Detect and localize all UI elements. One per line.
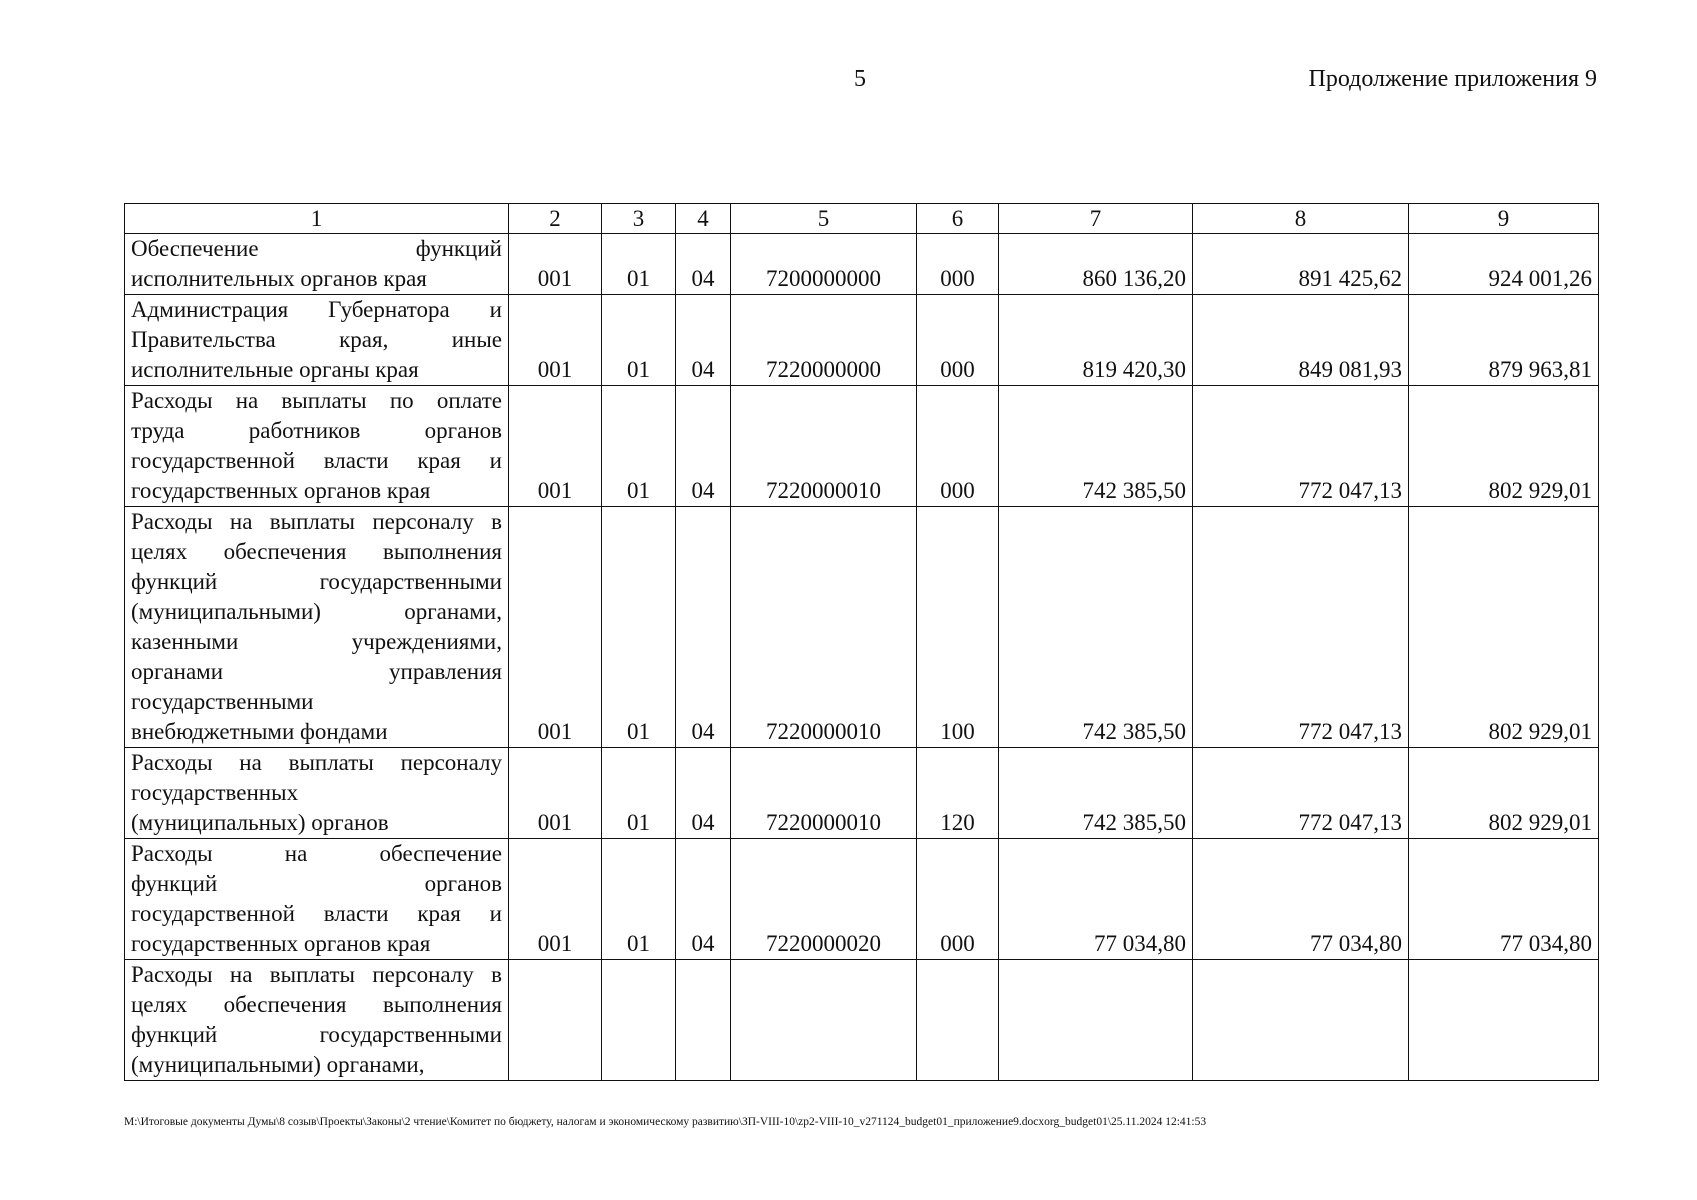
column-header: 6 xyxy=(917,204,999,234)
amount-col7-cell: 742 385,50 xyxy=(999,386,1193,507)
amount-col9-cell: 802 929,01 xyxy=(1409,748,1599,839)
description-line: (муниципальных) органов xyxy=(131,810,389,835)
description-line: Расходы на обеспечение xyxy=(131,841,502,866)
target-article-cell xyxy=(731,960,917,1081)
subsection-code-cell xyxy=(676,960,731,1081)
description-line: государственных xyxy=(131,780,299,805)
expense-type-cell xyxy=(917,960,999,1081)
section-code-cell: 01 xyxy=(602,295,676,386)
description-line: исполнительные органы края xyxy=(131,357,419,382)
amount-col8-cell: 77 034,80 xyxy=(1193,839,1409,960)
description-line: функций органов xyxy=(131,871,502,896)
ministry-code-cell: 001 xyxy=(509,386,602,507)
continuation-header: Продолжение приложения 9 xyxy=(1308,66,1597,92)
ministry-code-cell: 001 xyxy=(509,234,602,295)
section-code-cell: 01 xyxy=(602,507,676,748)
description-line: Расходы на выплаты персоналу в xyxy=(131,962,502,987)
amount-col7-cell: 819 420,30 xyxy=(999,295,1193,386)
file-path-footer: М:\Итоговые документы Думы\8 созыв\Проекты\Законы\2 чтение\Комитет по бюджету, налогам и экономическому развитию\ЗП-VIII-10\zp2-VIII-10_v271124_budget01_приложение9.docxorg_budget01\25.11.2024 12:41:53 xyxy=(124,1116,1207,1128)
expense-type-cell: 100 xyxy=(917,507,999,748)
amount-col7-cell: 77 034,80 xyxy=(999,839,1193,960)
amount-col9-cell: 77 034,80 xyxy=(1409,839,1599,960)
description-line: функций государственными xyxy=(131,1022,502,1047)
amount-col9-cell: 802 929,01 xyxy=(1409,386,1599,507)
amount-col8-cell: 772 047,13 xyxy=(1193,386,1409,507)
description-line: функций государственными xyxy=(131,569,502,594)
target-article-cell: 7200000000 xyxy=(731,234,917,295)
amount-col7-cell xyxy=(999,960,1193,1081)
column-header: 2 xyxy=(509,204,602,234)
row-description xyxy=(125,839,509,960)
description-line: государственных органов края xyxy=(131,931,431,956)
row-description xyxy=(125,960,509,1081)
ministry-code-cell: 001 xyxy=(509,748,602,839)
target-article-cell: 7220000010 xyxy=(731,386,917,507)
description-line: Администрация Губернатора и xyxy=(131,297,502,322)
description-line: органами управления xyxy=(131,659,502,684)
description-line: государственной власти края и xyxy=(131,448,502,473)
description-line: (муниципальными) органами, xyxy=(131,599,502,624)
budget-table xyxy=(124,203,1599,1081)
description-line: Расходы на выплаты персоналу в xyxy=(131,509,502,534)
amount-col9-cell: 802 929,01 xyxy=(1409,507,1599,748)
description-line: Правительства края, иные xyxy=(131,327,502,352)
amount-col8-cell: 891 425,62 xyxy=(1193,234,1409,295)
ministry-code-cell: 001 xyxy=(509,839,602,960)
ministry-code-cell xyxy=(509,960,602,1081)
amount-col8-cell: 849 081,93 xyxy=(1193,295,1409,386)
description-line: Расходы на выплаты персоналу xyxy=(131,750,502,775)
subsection-code-cell: 04 xyxy=(676,234,731,295)
target-article-cell: 7220000020 xyxy=(731,839,917,960)
target-article-cell: 7220000010 xyxy=(731,748,917,839)
amount-col8-cell: 772 047,13 xyxy=(1193,507,1409,748)
description-line: целях обеспечения выполнения xyxy=(131,992,502,1017)
column-header: 5 xyxy=(731,204,917,234)
column-header: 4 xyxy=(676,204,731,234)
table-row xyxy=(125,295,1599,386)
description-line: государственной власти края и xyxy=(131,901,502,926)
amount-col9-cell: 924 001,26 xyxy=(1409,234,1599,295)
description-line: целях обеспечения выполнения xyxy=(131,539,502,564)
table-row xyxy=(125,507,1599,748)
column-number-row xyxy=(125,204,1599,234)
table-row xyxy=(125,839,1599,960)
row-description xyxy=(125,295,509,386)
description-line: труда работников органов xyxy=(131,418,502,443)
description-line: казенными учреждениями, xyxy=(131,629,502,654)
description-line: государственных органов края xyxy=(131,478,431,503)
subsection-code-cell: 04 xyxy=(676,295,731,386)
description-line: Расходы на выплаты по оплате xyxy=(131,388,502,413)
description-line: внебюджетными фондами xyxy=(131,719,388,744)
row-description xyxy=(125,234,509,295)
description-line: государственными xyxy=(131,689,314,714)
table-row xyxy=(125,960,1599,1081)
column-header: 8 xyxy=(1193,204,1409,234)
column-header: 1 xyxy=(125,204,509,234)
subsection-code-cell: 04 xyxy=(676,386,731,507)
row-description xyxy=(125,507,509,748)
description-line: Обеспечение функций xyxy=(131,236,502,261)
subsection-code-cell: 04 xyxy=(676,839,731,960)
table-row xyxy=(125,234,1599,295)
expense-type-cell: 000 xyxy=(917,234,999,295)
description-line: (муниципальными) органами, xyxy=(131,1052,425,1077)
target-article-cell: 7220000000 xyxy=(731,295,917,386)
expense-type-cell: 120 xyxy=(917,748,999,839)
amount-col7-cell: 742 385,50 xyxy=(999,507,1193,748)
amount-col8-cell: 772 047,13 xyxy=(1193,748,1409,839)
subsection-code-cell: 04 xyxy=(676,507,731,748)
ministry-code-cell: 001 xyxy=(509,507,602,748)
target-article-cell: 7220000010 xyxy=(731,507,917,748)
expense-type-cell: 000 xyxy=(917,839,999,960)
column-header: 3 xyxy=(602,204,676,234)
section-code-cell: 01 xyxy=(602,234,676,295)
column-header: 7 xyxy=(999,204,1193,234)
row-description xyxy=(125,748,509,839)
amount-col7-cell: 860 136,20 xyxy=(999,234,1193,295)
subsection-code-cell: 04 xyxy=(676,748,731,839)
ministry-code-cell: 001 xyxy=(509,295,602,386)
section-code-cell: 01 xyxy=(602,748,676,839)
column-header: 9 xyxy=(1409,204,1599,234)
amount-col9-cell xyxy=(1409,960,1599,1081)
amount-col7-cell: 742 385,50 xyxy=(999,748,1193,839)
section-code-cell: 01 xyxy=(602,386,676,507)
amount-col9-cell: 879 963,81 xyxy=(1409,295,1599,386)
expense-type-cell: 000 xyxy=(917,295,999,386)
page-number: 5 xyxy=(854,66,866,92)
description-line: исполнительных органов края xyxy=(131,266,427,291)
table-row xyxy=(125,386,1599,507)
section-code-cell xyxy=(602,960,676,1081)
table-row xyxy=(125,748,1599,839)
row-description xyxy=(125,386,509,507)
amount-col8-cell xyxy=(1193,960,1409,1081)
section-code-cell: 01 xyxy=(602,839,676,960)
expense-type-cell: 000 xyxy=(917,386,999,507)
